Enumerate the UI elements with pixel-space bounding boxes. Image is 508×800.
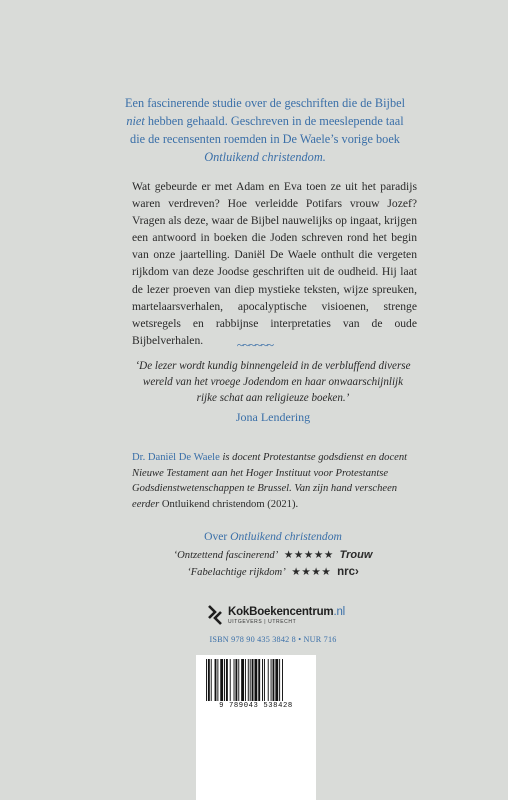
barcode-bar (264, 659, 265, 701)
barcode-bar (282, 659, 283, 701)
intro-blurb (120, 94, 410, 166)
bio-text: is docent Protestantse godsdienst en docent Nieuwe Testament aan het Hoger Instituut voor Protestantse Godsdienstwetenschappen te Brussel. Van zijn hand verscheen eerder (132, 452, 408, 510)
review-quote (128, 358, 418, 407)
description-text (132, 178, 417, 349)
barcode-bar (206, 659, 207, 701)
quote-line: wereld van het vroege Jodendom en haar onwaarschijnlijk (142, 376, 404, 389)
previous-book-heading (128, 530, 418, 543)
intro-line (120, 112, 410, 130)
barcode-bar (275, 659, 278, 701)
review-text: ‘Fabelachtige rijkdom’ (187, 567, 286, 578)
barcode-icon (204, 659, 308, 701)
barcode-bar (250, 659, 251, 701)
barcode-bar (234, 659, 235, 701)
intro-emphasis: niet (126, 114, 145, 128)
publisher-mark-icon (206, 604, 224, 626)
publisher-subtitle: UITGEVERS | UTRECHT (228, 619, 297, 625)
intro-line: die de recensenten roemden in De Waele’s vorige boek (130, 132, 400, 146)
intro-line (120, 148, 410, 166)
description-paragraph: Wat gebeurde er met Adam en Eva toen ze uit het paradijs waren verdreven? Hoe verleidde Potifars vrouw Jozef? Vragen als deze, waar de Bijbel nauwelijks op ingaat, krijgen een antwoord in boeken die Joden schreven rond het begin van onze jaartelling. Daniël De Waele onthult die vergeten rijkdom van deze Joodse geschriften uit de oudheid. Hij laat de lezer proeven van diep mystieke teksten, wijze spreuken, martelaarsverhalen, apocalyptische visioenen, strenge wetsregels en rabbijnse interpretaties van de oude Bijbelverhalen. (132, 180, 417, 347)
star-rating: ★★★★ (291, 567, 332, 578)
intro-line-rest: hebben gehaald. Geschreven in de meeslepende taal (144, 114, 404, 128)
barcode-bar (224, 659, 225, 701)
barcode-bar (230, 659, 231, 701)
isbn-line: ISBN 978 90 435 3842 8 • NUR 716 (209, 635, 337, 644)
intro-book-title: Ontluikend christendom. (204, 150, 326, 164)
tilde-divider: ~~~~~~ (236, 337, 274, 352)
publisher-name-suffix: .nl (333, 606, 345, 618)
review-text: ‘Ontzettend fascinerend’ (173, 550, 279, 561)
barcode-bar (208, 659, 210, 701)
barcode-bar (258, 659, 260, 701)
previous-book-prefix: Over (204, 530, 231, 543)
barcode-bar (245, 659, 246, 701)
publisher-name (228, 606, 345, 618)
review-source: Trouw (339, 549, 373, 561)
review-source: nrc› (337, 566, 359, 578)
publisher-name-main: KokBoekencentrum (228, 606, 334, 618)
bio-book-title: Ontluikend christendom (161, 498, 265, 510)
author-bio (132, 450, 422, 512)
barcode-bar (252, 659, 254, 701)
barcode-bar (268, 659, 269, 701)
barcode-digits: 9 789043 538428 (219, 702, 293, 710)
bio-year: (2021). (264, 498, 299, 510)
barcode-bar (211, 659, 212, 701)
barcode-bar (271, 659, 272, 701)
author-name: Dr. Daniël De Waele (132, 452, 220, 463)
barcode-bar (226, 659, 228, 701)
publisher-logo (206, 604, 345, 626)
press-review (128, 566, 418, 578)
barcode-bar (215, 659, 217, 701)
previous-book-title: Ontluikend christendom (230, 530, 342, 543)
quote-line: rijke schat aan religieuze boeken.’ (196, 392, 350, 405)
barcode-bar (238, 659, 239, 701)
intro-line: Een fascinerende studie over de geschriften die de Bijbel (125, 96, 405, 110)
barcode-bar (241, 659, 244, 701)
star-rating: ★★★★★ (283, 550, 334, 561)
barcode-bar (248, 659, 249, 701)
barcode-bar (235, 659, 237, 701)
quote-line: ‘De lezer wordt kundig binnengeleid in de verbluffend diverse (135, 360, 411, 372)
press-review (128, 549, 418, 561)
barcode-bar (220, 659, 223, 701)
barcode-panel (196, 655, 316, 800)
barcode-bar (273, 659, 275, 701)
barcode-bar (254, 659, 257, 701)
barcode-bar (279, 659, 280, 701)
quote-author: Jona Lendering (235, 410, 311, 424)
barcode-bar (262, 659, 263, 701)
barcode-bar (217, 659, 218, 701)
